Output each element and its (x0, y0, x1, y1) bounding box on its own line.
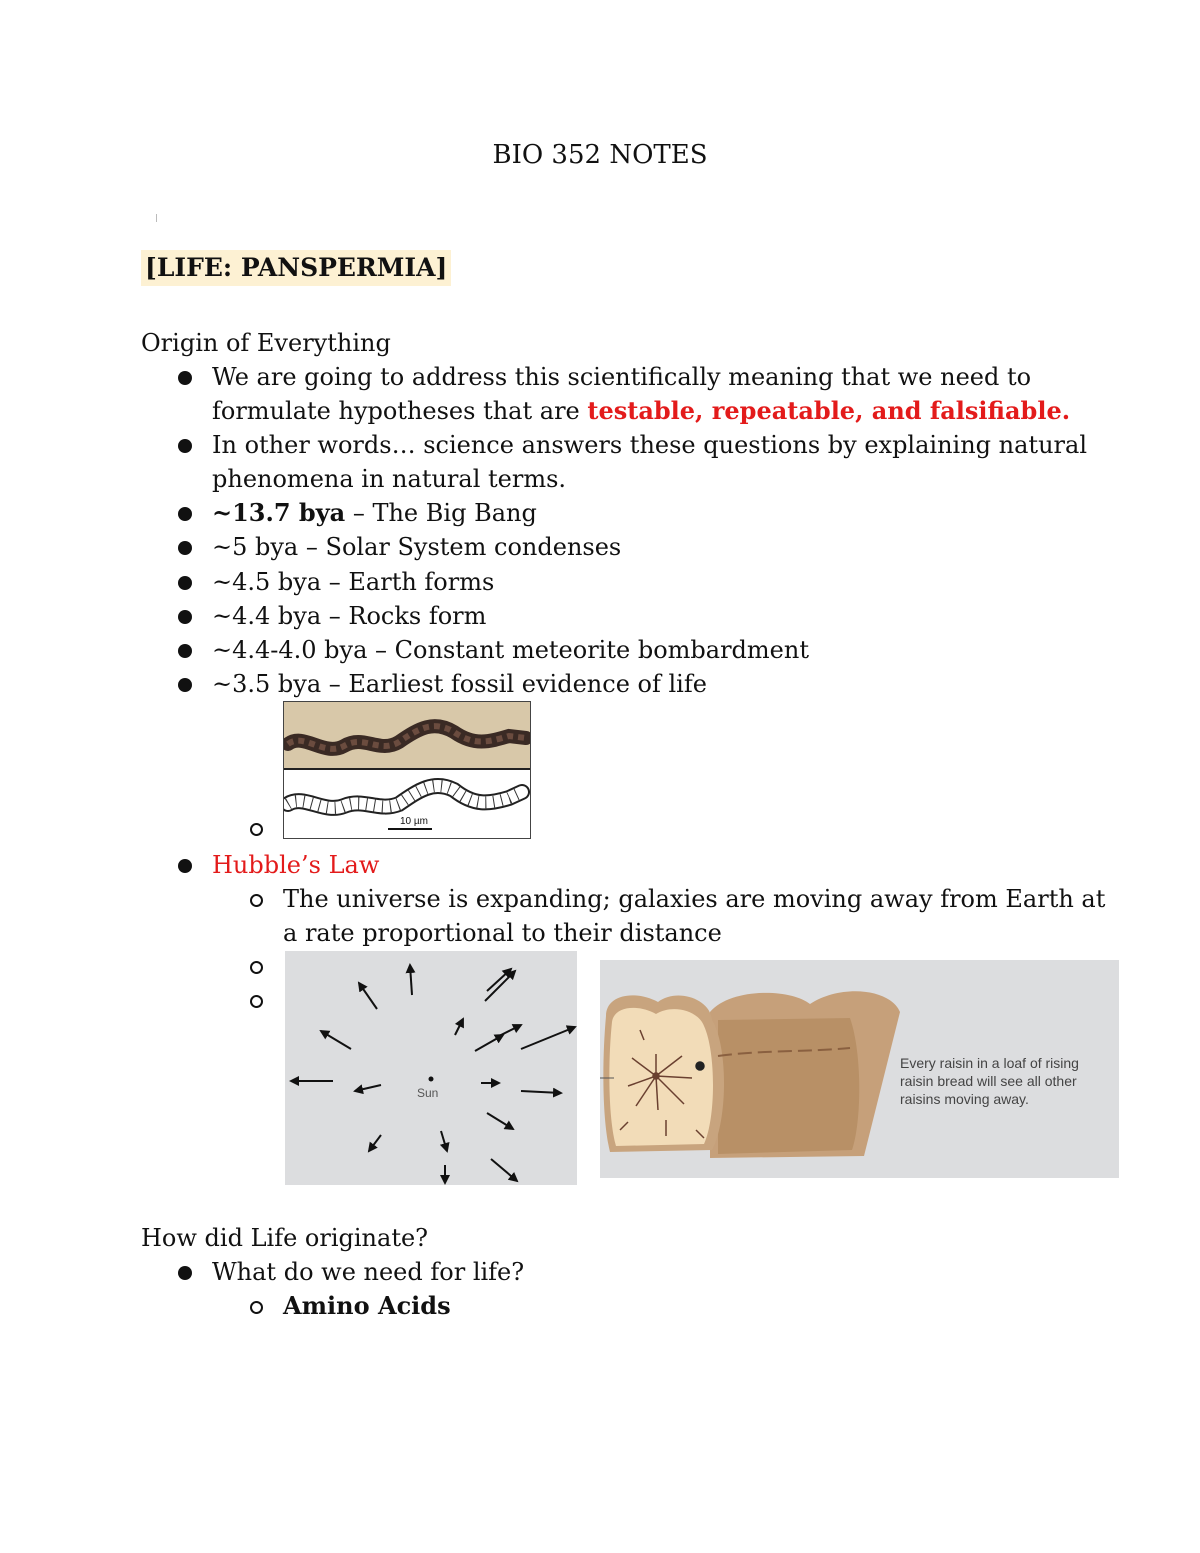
bullet-dot (178, 678, 192, 692)
origin-heading: Origin of Everything (141, 329, 391, 357)
bullet-dot (178, 439, 192, 453)
timeline-item: ~4.5 bya – Earth forms (212, 568, 495, 596)
fossil-image (283, 701, 531, 839)
bread-caption-line2: raisin bread will see all other (900, 1073, 1077, 1089)
key-criteria-text: testable, repeatable, and falsifiable. (587, 396, 1071, 425)
timeline-item: ~4.4 bya – Rocks form (212, 602, 487, 630)
bullet-dot (178, 859, 192, 873)
origin-bullet-1-line2 (212, 394, 1070, 428)
page-title: BIO 352 NOTES (492, 140, 708, 170)
sub-bullet-circle (250, 995, 263, 1008)
fossil-illustration (284, 702, 530, 838)
sub-bullet-circle (250, 823, 263, 836)
timeline-event: – The Big Bang (345, 499, 537, 527)
timeline-item: ~5 bya – Solar System condenses (212, 533, 622, 561)
bullet-dot (178, 576, 192, 590)
section-label: [LIFE: PANSPERMIA] (141, 250, 451, 286)
sub-bullet-circle (250, 1301, 263, 1314)
hubble-label: Hubble’s Law (212, 851, 380, 879)
plain-text: formulate hypotheses that are (212, 397, 588, 425)
expansion-arrows (285, 951, 577, 1185)
life-question: What do we need for life? (212, 1258, 525, 1286)
origin-bullet-2-line1: In other words… science answers these questions by explaining natural (212, 431, 1087, 459)
timeline-date: ~13.7 bya (212, 498, 346, 527)
expansion-diagram (285, 951, 577, 1185)
raisin-bread-illustration (600, 960, 1119, 1178)
sub-bullet-circle (250, 961, 263, 974)
raisin-bread-diagram (600, 960, 1119, 1178)
bullet-dot (178, 507, 192, 521)
bullet-dot (178, 644, 192, 658)
origin-bullet-1-line1: We are going to address this scientifically meaning that we need to (212, 363, 1032, 391)
life-heading: How did Life originate? (141, 1224, 429, 1252)
bullet-dot (178, 610, 192, 624)
fossil-scale-label: 10 µm (400, 816, 428, 827)
bread-caption-line3: raisins moving away. (900, 1091, 1029, 1107)
cursor-mark (156, 214, 157, 222)
hubble-desc-line1: The universe is expanding; galaxies are moving away from Earth at (283, 885, 1106, 913)
bread-caption-line1: Every raisin in a loaf of rising (900, 1055, 1079, 1071)
timeline-item: ~3.5 bya – Earliest fossil evidence of life (212, 670, 707, 698)
sun-label: Sun (417, 1086, 439, 1100)
life-answer: Amino Acids (283, 1291, 451, 1320)
origin-bullet-2-line2: phenomena in natural terms. (212, 465, 567, 493)
sub-bullet-circle (250, 894, 263, 907)
bullet-dot (178, 371, 192, 385)
timeline-item: ~4.4-4.0 bya – Constant meteorite bombardment (212, 636, 809, 664)
bullet-dot (178, 1266, 192, 1280)
hubble-desc-line2: a rate proportional to their distance (283, 919, 722, 947)
bullet-dot (178, 541, 192, 555)
timeline-item (212, 496, 537, 530)
